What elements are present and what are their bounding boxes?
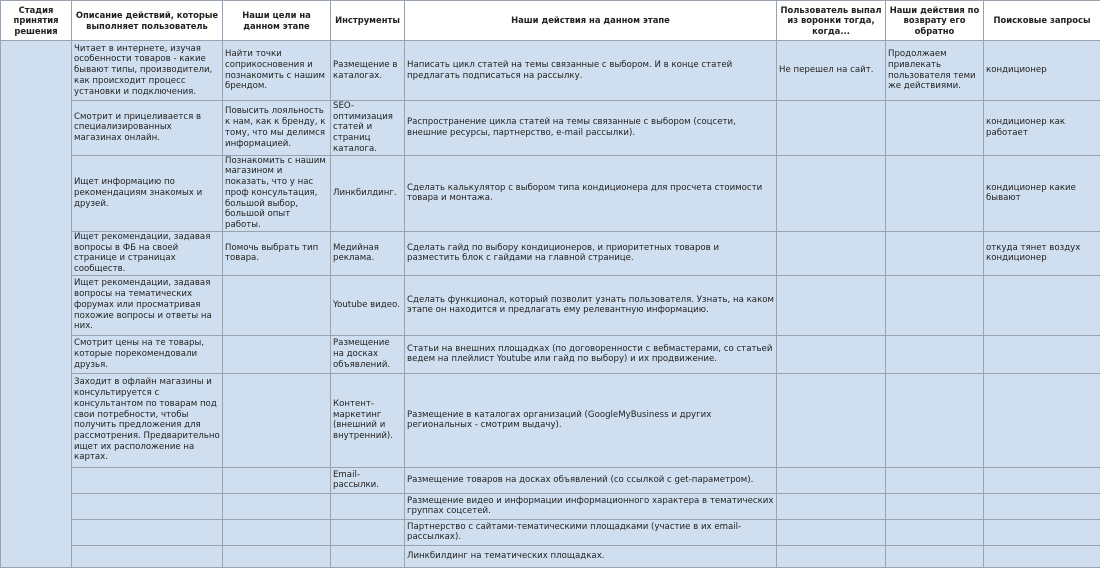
cell-user-action: [72, 467, 223, 493]
cell-our-action: Сделать функционал, который позволит узнать пользователя. Узнать, на каком этапе он находится и предлагать ему релевантную информацию.: [405, 275, 777, 335]
cell-user-action: [72, 519, 223, 545]
table-row: [1, 467, 1100, 493]
cell-user-action: Ищет рекомендации, задавая вопросы на тематических форумах или просматривая похожие вопросы и ответы на них.: [72, 275, 223, 335]
cell-return-action: [886, 275, 984, 335]
cell-tool: Email-рассылки.: [331, 467, 405, 493]
cell-goal: [223, 545, 331, 567]
header-row: [1, 1, 1100, 41]
cell-our-action: Распространение цикла статей на темы связанные с выбором (соцсети, внешние ресурсы, партнерство, e-mail рассылки).: [405, 101, 777, 156]
cell-goal: [223, 519, 331, 545]
cell-query: [984, 275, 1100, 335]
table-row: [1, 231, 1100, 275]
cell-our-action: Партнерство с сайтами-тематическими площадками (участие в их email-рассылках).: [405, 519, 777, 545]
cell-return-action: [886, 335, 984, 373]
cell-tool: [331, 545, 405, 567]
header-return-actions: Наши действия по возврату его обратно: [886, 1, 984, 41]
cell-our-action: Линкбилдинг на тематических площадках.: [405, 545, 777, 567]
cell-tool: Размещение на досках объявлений.: [331, 335, 405, 373]
cell-query: кондиционер: [984, 41, 1100, 101]
cell-query: кондиционер какие бывают: [984, 155, 1100, 231]
header-user-actions: Описание действий, которые выполняет пользователь: [72, 1, 223, 41]
cell-query: [984, 493, 1100, 519]
cell-user-action: Смотрит цены на те товары, которые порекомендовали друзья.: [72, 335, 223, 373]
cell-query: кондиционер как работает: [984, 101, 1100, 156]
cell-return-action: [886, 231, 984, 275]
cell-dropout: [777, 101, 886, 156]
cell-dropout: [777, 335, 886, 373]
cell-return-action: Продолжаем привлекать пользователя теми же действиями.: [886, 41, 984, 101]
header-tools: Инструменты: [331, 1, 405, 41]
cell-query: [984, 373, 1100, 467]
cell-dropout: [777, 493, 886, 519]
cell-return-action: [886, 493, 984, 519]
cell-tool: SEO-оптимизация статей и страниц каталога.: [331, 101, 405, 156]
cell-user-action: Ищет рекомендации, задавая вопросы в ФБ на своей странице и страницах сообществ.: [72, 231, 223, 275]
cell-user-action: [72, 545, 223, 567]
cell-query: [984, 467, 1100, 493]
cell-return-action: [886, 519, 984, 545]
cell-tool: Линкбилдинг.: [331, 155, 405, 231]
header-goals: Наши цели на данном этапе: [223, 1, 331, 41]
cell-goal: Познакомить с нашим магазином и показать, что у нас проф консультация, большой выбор, большой опыт работы.: [223, 155, 331, 231]
stage-cell: [1, 41, 72, 568]
cell-our-action: Сделать гайд по выбору кондиционеров, и приоритетных товаров и разместить блок с гайдами на главной странице.: [405, 231, 777, 275]
cell-our-action: Написать цикл статей на темы связанные с выбором. И в конце статей предлагать подписаться на рассылку.: [405, 41, 777, 101]
cell-our-action: Размещение в каталогах организаций (GoogleMyBusiness и других региональных - смотрим выдачу).: [405, 373, 777, 467]
cell-return-action: [886, 155, 984, 231]
cell-tool: [331, 519, 405, 545]
cell-return-action: [886, 467, 984, 493]
cell-tool: Медийная реклама.: [331, 231, 405, 275]
cell-return-action: [886, 101, 984, 156]
cell-dropout: [777, 373, 886, 467]
cell-goal: [223, 373, 331, 467]
cell-user-action: Ищет информацию по рекомендациям знакомых и друзей.: [72, 155, 223, 231]
cell-return-action: [886, 373, 984, 467]
table-row: [1, 275, 1100, 335]
table-row: [1, 155, 1100, 231]
table-row: [1, 335, 1100, 373]
table-row: [1, 41, 1100, 101]
cell-our-action: Размещение видео и информации информационного характера в тематических группах соцсетей.: [405, 493, 777, 519]
cell-query: [984, 545, 1100, 567]
table-row: [1, 545, 1100, 567]
cell-user-action: Заходит в офлайн магазины и консультируется с консультантом по товарам под свои потребности, чтобы получить предложения для рассмотрения. Предварительно ищет их расположение на картах.: [72, 373, 223, 467]
cell-tool: Контент-маркетинг (внешний и внутренний).: [331, 373, 405, 467]
cell-goal: Повысить лояльность к нам, как к бренду, к тому, что мы делимся информацией.: [223, 101, 331, 156]
cell-dropout: Не перешел на сайт.: [777, 41, 886, 101]
cell-our-action: Сделать калькулятор с выбором типа кондиционера для просчета стоимости товара и монтажа.: [405, 155, 777, 231]
cell-dropout: [777, 155, 886, 231]
cell-user-action: Читает в интернете, изучая особенности товаров - какие бывают типы, производители, как происходит процесс установки и подключения.: [72, 41, 223, 101]
cell-dropout: [777, 231, 886, 275]
cell-user-action: Смотрит и прицеливается в специализированных магазинах онлайн.: [72, 101, 223, 156]
cell-query: [984, 519, 1100, 545]
cell-our-action: Статьи на внешних площадках (по договоренности с вебмастерами, со статьей ведем на плейлист Youtube или гайд по выбору) и их продвижение.: [405, 335, 777, 373]
cell-dropout: [777, 275, 886, 335]
cell-goal: [223, 467, 331, 493]
cell-query: откуда тянет воздух кондиционер: [984, 231, 1100, 275]
cell-tool: Youtube видео.: [331, 275, 405, 335]
table-row: [1, 373, 1100, 467]
cell-dropout: [777, 519, 886, 545]
header-our-actions: Наши действия на данном этапе: [405, 1, 777, 41]
cell-goal: Найти точки соприкосновения и познакомить с нашим брендом.: [223, 41, 331, 101]
cell-dropout: [777, 467, 886, 493]
cell-dropout: [777, 545, 886, 567]
table-row: [1, 519, 1100, 545]
cell-goal: [223, 275, 331, 335]
table-row: [1, 101, 1100, 156]
cell-user-action: [72, 493, 223, 519]
cell-goal: [223, 335, 331, 373]
cell-our-action: Размещение товаров на досках объявлений (со ссылкой с get-параметром).: [405, 467, 777, 493]
header-queries: Поисковые запросы: [984, 1, 1100, 41]
cell-return-action: [886, 545, 984, 567]
cell-goal: Помочь выбрать тип товара.: [223, 231, 331, 275]
cell-query: [984, 335, 1100, 373]
table-row: [1, 493, 1100, 519]
cell-goal: [223, 493, 331, 519]
header-dropout: Пользователь выпал из воронки тогда, когда...: [777, 1, 886, 41]
cell-tool: [331, 493, 405, 519]
cell-tool: Размещение в каталогах.: [331, 41, 405, 101]
header-stage: Стадия принятия решения: [1, 1, 72, 41]
